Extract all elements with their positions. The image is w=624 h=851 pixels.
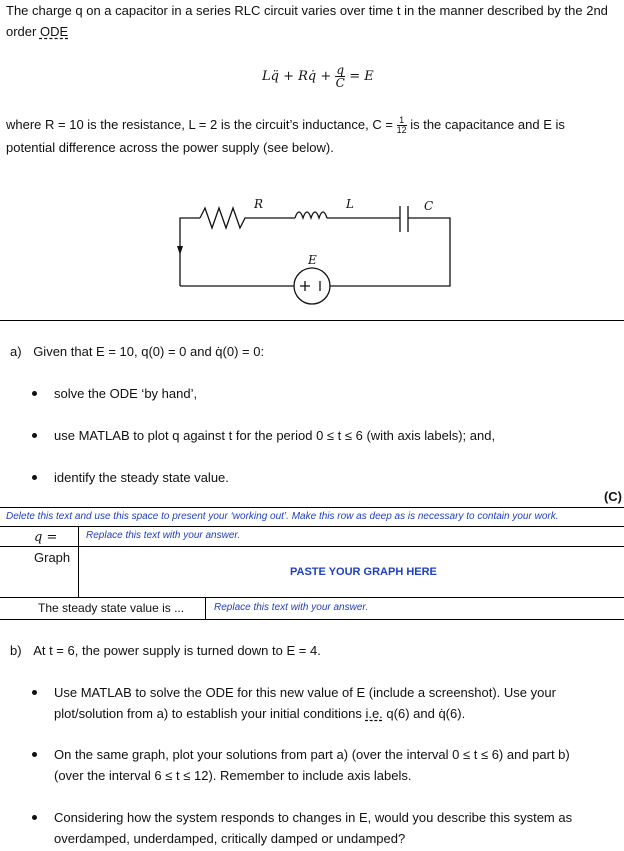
table-col-divider [205, 597, 206, 619]
inductor-symbol [295, 212, 327, 218]
part-a-given: Given that E = 10, q(0) = 0 and q̇(0) = 0: [33, 344, 265, 359]
part-a-heading [10, 344, 264, 359]
table-row-border [0, 546, 624, 547]
bullet-icon [32, 815, 37, 820]
part-a-label: a) [10, 344, 22, 359]
b1-text: plot/solution from a) to establish your initial conditions [54, 706, 362, 721]
part-b-bullet-2-line-2: (over the interval 6 ≤ t ≤ 12). Remember to include axis labels. [54, 768, 412, 783]
where-line-2 [6, 140, 334, 155]
where-line-1 [6, 116, 565, 135]
equation-lhs: Lq̈ + Rq̇ + [262, 69, 332, 84]
q-label-text: q = [34, 530, 58, 545]
table-col-divider [78, 526, 79, 597]
capacitance-fraction [397, 116, 407, 135]
steady-state-answer-placeholder[interactable]: Replace this text with your answer. [214, 602, 369, 613]
capacitor-symbol [400, 206, 408, 232]
where-text-2: potential difference across the power supply (see below). [6, 140, 334, 155]
where-text: where R = 10 is the resistance, L = 2 is the circuit’s inductance, C = [6, 116, 393, 132]
resistor-label: R [254, 197, 264, 211]
table-row-border [0, 526, 624, 527]
working-out-instruction[interactable]: Delete this text and use this space to present your ‘working out’. Make this row as deep as is necessary to contain your work. [6, 511, 559, 522]
rlc-circuit-diagram [170, 190, 460, 310]
power-source-symbol [294, 268, 330, 304]
capacitor-label: C [424, 199, 434, 213]
part-b-bullet-3-line-2: overdamped, underdamped, critically damped or undamped? [54, 831, 406, 846]
bullet-icon [32, 433, 37, 438]
part-b-bullet-2-line-1: On the same graph, plot your solutions from part a) (over the interval 0 ≤ t ≤ 6) and part b) [54, 747, 570, 762]
graph-label: Graph [34, 550, 71, 565]
capacitance-numerator: 1 [397, 116, 407, 126]
part-b-intro: At t = 6, the power supply is turned down to E = 4. [33, 643, 321, 658]
left-wire [180, 218, 200, 286]
bullet-icon [32, 475, 37, 480]
part-a-bullet-1: solve the ODE ‘by hand’, [54, 386, 198, 401]
table-bottom-border [0, 619, 624, 620]
marks-marker: (C) [603, 489, 622, 504]
bullet-icon [32, 690, 37, 695]
equation-denominator: C [335, 76, 345, 90]
intro-text: The charge q on a capacitor in a series RLC circuit varies over time t in the manner described by the 2nd [6, 3, 608, 18]
intro-line-1 [6, 3, 608, 18]
part-a-bullet-3: identify the steady state value. [54, 470, 229, 485]
part-a-bullet-2: use MATLAB to plot q against t for the period 0 ≤ t ≤ 6 (with axis labels); and, [54, 428, 496, 443]
source-label: E [308, 253, 317, 267]
equation-rhs: = E [349, 69, 374, 84]
section-divider [0, 320, 624, 321]
q-answer-placeholder[interactable]: Replace this text with your answer. [86, 530, 241, 541]
table-top-border [0, 507, 624, 508]
bullet-icon [32, 391, 37, 396]
b1-text-end: q(6) and q̇(6). [386, 706, 466, 721]
right-wire [330, 218, 450, 286]
part-b-bullet-1-line-1: Use MATLAB to solve the ODE for this new value of E (include a screenshot). Use your [54, 685, 556, 700]
part-b-label: b) [10, 643, 22, 658]
part-b-bullet-1-line-2 [54, 706, 465, 721]
equation-numerator: q [336, 63, 345, 77]
intro-line-2 [6, 24, 68, 39]
rlc-equation [262, 64, 374, 89]
steady-state-label: The steady state value is ... [38, 601, 185, 615]
ie-text: i.e. [365, 706, 383, 721]
equation-fraction [335, 64, 345, 89]
part-b-bullet-3-line-1: Considering how the system responds to changes in E, would you describe this system as [54, 810, 573, 825]
table-row-border [0, 597, 624, 598]
q-label [34, 530, 57, 545]
ode-link[interactable]: ODE [39, 24, 69, 39]
capacitance-denominator: 12 [396, 125, 407, 135]
intro-order-text: order [6, 24, 37, 39]
graph-placeholder[interactable]: PASTE YOUR GRAPH HERE [290, 566, 437, 578]
inductor-label: L [346, 197, 354, 211]
resistor-symbol [200, 208, 295, 228]
part-b-heading [10, 643, 321, 658]
where-text-end: is the capacitance and E is [410, 116, 565, 132]
bullet-icon [32, 752, 37, 757]
